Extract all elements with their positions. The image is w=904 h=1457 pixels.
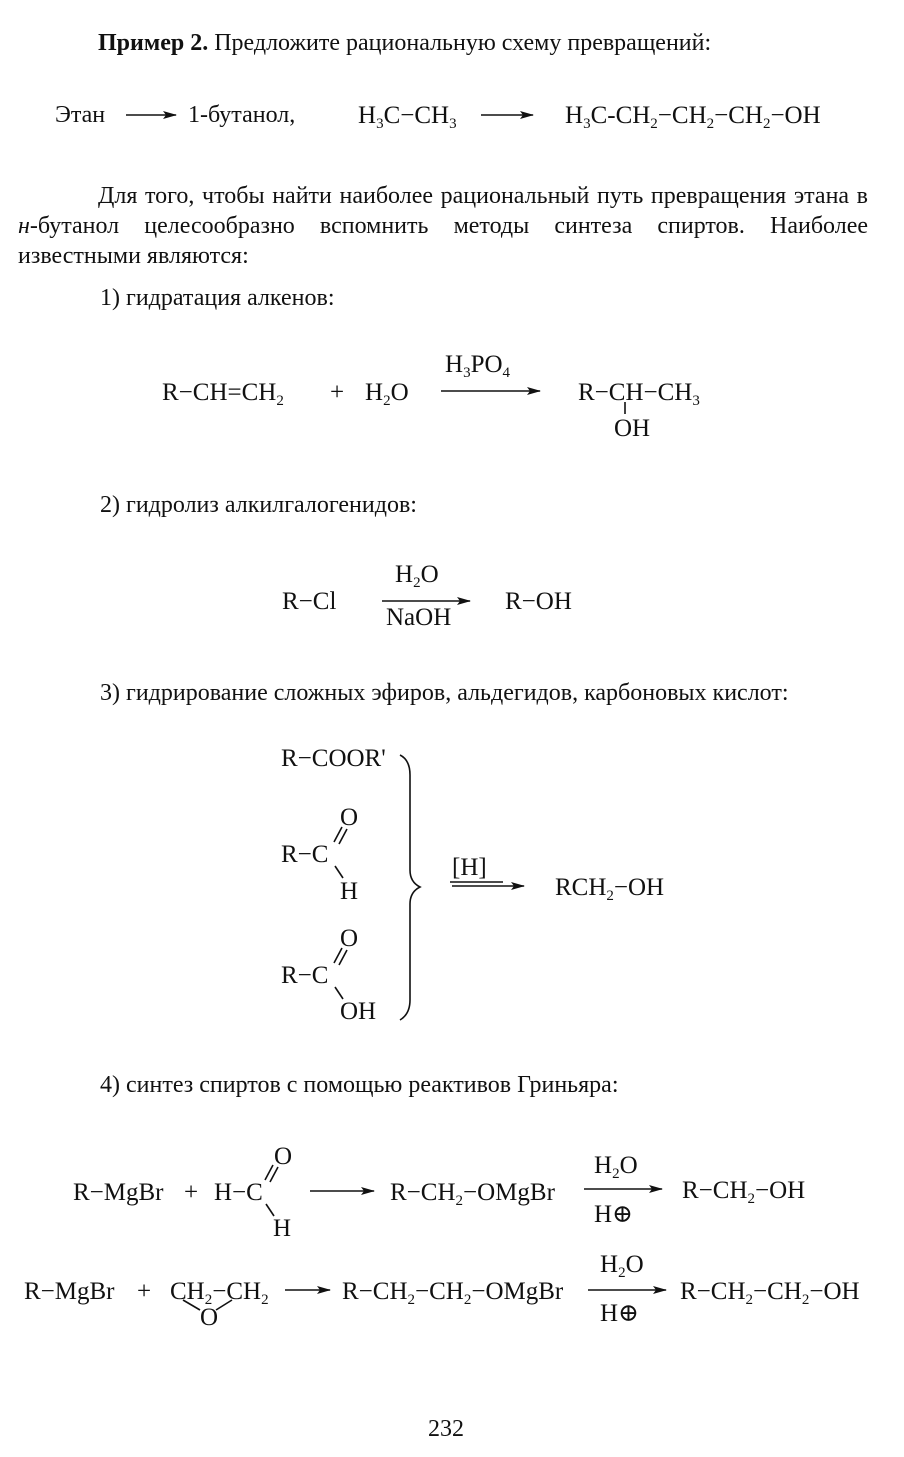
rxn4a-intermediate: $R-CH_2-OMgBr$: [390, 1179, 555, 1209]
rxn4b-epoxide-o: O: [200, 1304, 219, 1331]
rxn4b-above: $H_2O$: [600, 1251, 644, 1281]
ethane-formula: $H_3C-CH_3$: [358, 102, 457, 132]
rxn4a-below: H⊕: [594, 1201, 634, 1228]
rxn1-reactant: $R-CH=CH_2$: [162, 379, 284, 409]
intro-italic: н: [18, 213, 30, 239]
rxn3-aldehyde-o: O: [340, 804, 359, 831]
method-2-title: 2) гидролиз алкилгалогенидов:: [100, 492, 417, 518]
butanol-formula: $H_3C-CH_2-CH_2-CH_2-OH$: [565, 102, 821, 132]
rxn4b-plus: +: [137, 1278, 152, 1305]
rxn3-brace: [400, 755, 420, 1020]
rxn2-reactant: R−Cl: [282, 588, 337, 615]
intro-part1: Для того, чтобы найти наиболее рациональный путь превращения этана в: [98, 183, 868, 209]
rxn3-acid-r: R−C: [281, 962, 329, 989]
rxn3-acid-oh: OH: [340, 998, 377, 1025]
heading-label: Пример 2.: [98, 30, 209, 56]
rxn4b-product: $R-CH_2-CH_2-OH$: [680, 1278, 860, 1308]
page-number: 232: [428, 1416, 464, 1442]
rxn4b-epoxide-bond-2: [216, 1300, 232, 1310]
task-right: 1-бутанол,: [188, 102, 296, 128]
method-3-title: 3) гидрирование сложных эфиров, альдегидов, карбоновых кислот:: [100, 680, 789, 706]
task-left: Этан: [55, 102, 106, 128]
rxn4b-epoxide: $CH_2-CH_2$: [170, 1278, 269, 1308]
rxn1-catalyst: $H_3PO_4$: [445, 351, 511, 381]
method-1-title: 1) гидратация алкенов:: [100, 285, 335, 311]
rxn4b-epoxide-bond-1: [183, 1300, 200, 1310]
rxn4a-h-bond: [266, 1204, 274, 1216]
rxn4b-below: H⊕: [600, 1300, 640, 1327]
rxn4a-formaldehyde-o: O: [274, 1143, 293, 1170]
rxn4a-plus: +: [184, 1179, 199, 1206]
rxn1-plus: +: [330, 379, 345, 406]
rxn3-acid-o: O: [340, 925, 359, 952]
rxn2-product: R−OH: [505, 588, 572, 615]
rxn1-product: $R-CH-CH_3$: [578, 379, 700, 409]
rxn4b-intermediate: $R-CH_2-CH_2-OMgBr$: [342, 1278, 564, 1308]
rxn1-water: $H_2O$: [365, 379, 409, 409]
rxn3-aldehyde-h: H: [340, 878, 359, 905]
method-4-title: 4) синтез спиртов с помощью реактивов Гриньяра:: [100, 1072, 619, 1098]
intro-part2: -бутанол целесообразно вспомнить методы синтеза спиртов. Наиболее известными являются:: [18, 213, 868, 269]
heading-text: Предложите рациональную схему превращений:: [214, 30, 712, 56]
rxn4b-grignard: R−MgBr: [24, 1278, 115, 1305]
rxn4a-product: $R-CH_2-OH$: [682, 1177, 806, 1207]
rxn3-product: $RCH_2-OH$: [555, 874, 665, 904]
rxn3-reagent: [H]: [452, 854, 487, 881]
rxn4a-formaldehyde-h2: H: [273, 1215, 292, 1242]
rxn4a-above: $H_2O$: [594, 1152, 638, 1182]
rxn2-below: NaOH: [386, 604, 452, 631]
rxn1-substituent: OH: [614, 415, 651, 442]
rxn2-above: $H_2O$: [395, 561, 439, 591]
rxn3-acid-oh-bond: [335, 987, 343, 999]
rxn4a-grignard: R−MgBr: [73, 1179, 164, 1206]
rxn3-aldehyde-r: R−C: [281, 841, 329, 868]
rxn4a-formaldehyde-h: H−C: [214, 1179, 263, 1206]
rxn3-aldehyde-h-bond: [335, 866, 343, 878]
rxn3-ester: R−COOR': [281, 745, 386, 772]
